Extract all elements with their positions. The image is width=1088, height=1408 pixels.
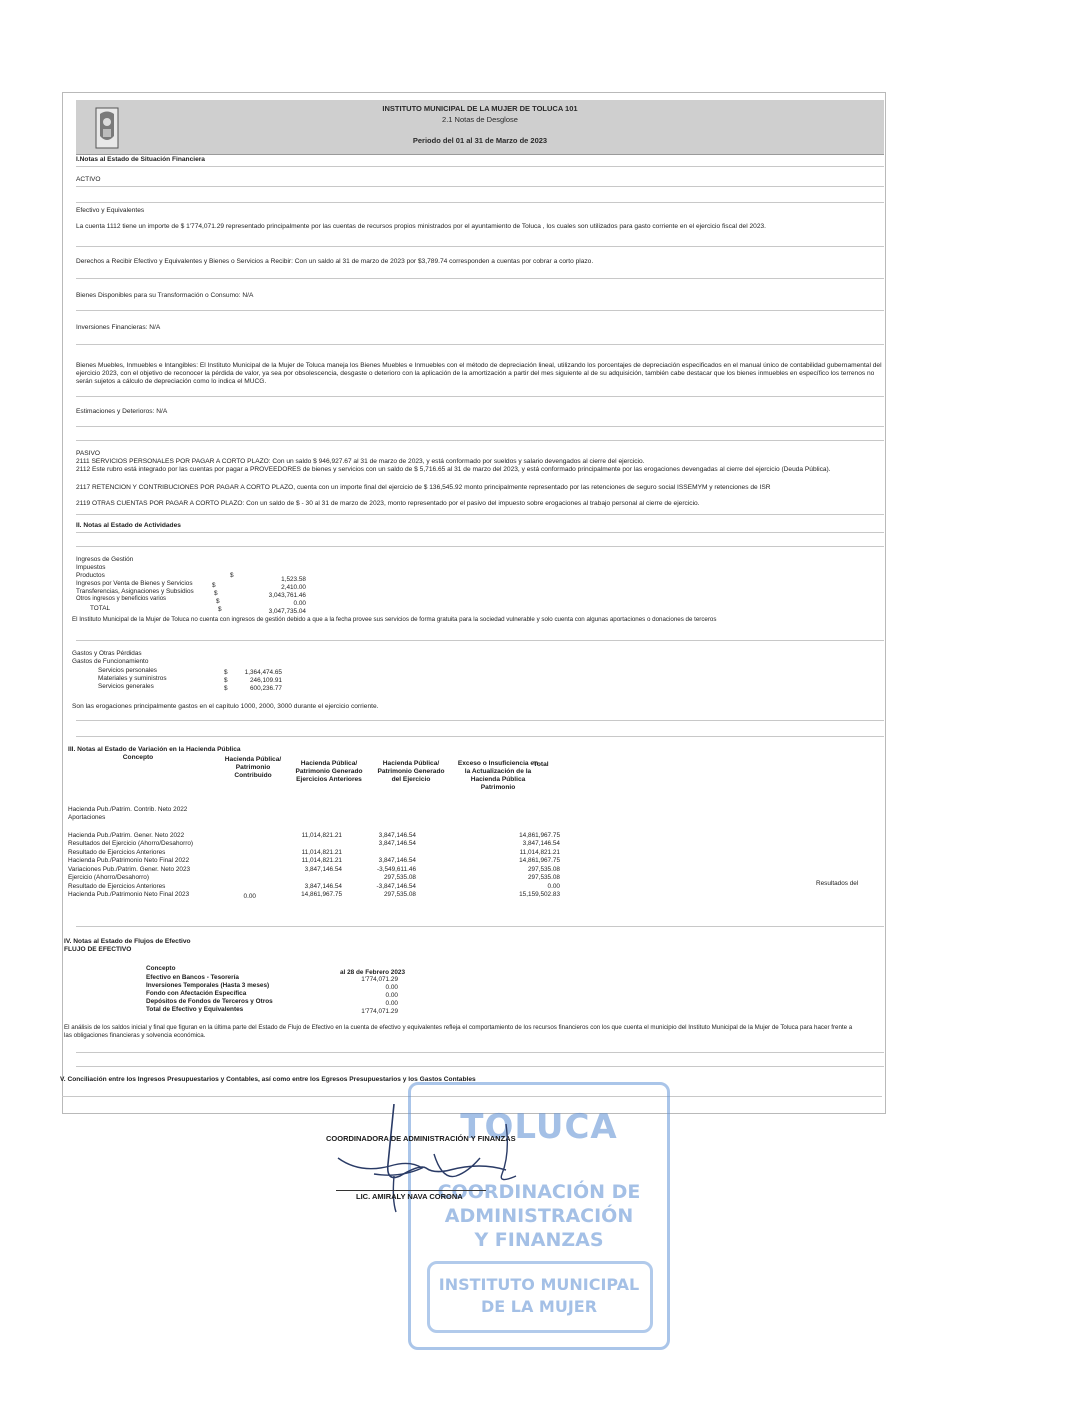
hp-col-total: Total — [533, 761, 549, 768]
currency-sign: $ — [216, 598, 220, 605]
hp-cell-total: 0.00 — [547, 883, 560, 890]
pasivo-2119: 2119 OTRAS CUENTAS POR PAGAR A CORTO PLAZO: Con un saldo de $ - 30 al 31 de marzo de 2023, monto representado por el pasivo del impuesto sobre erogaciones al trabajo personal al cierre de ejercicio. — [76, 500, 700, 507]
ingresos-heading: Ingresos de Gestión — [76, 556, 134, 563]
hp-cell-total: 15,159,502.83 — [519, 891, 560, 898]
hp-cell-anteriores: 3,847,146.54 — [304, 883, 342, 890]
signatory-name: LIC. AMIRALY NAVA CORONA — [356, 1192, 463, 1201]
section-4-title: IV. Notas al Estado de Flujos de Efectivo — [64, 938, 191, 945]
hp-cell-contribuido: 0.00 — [243, 893, 256, 900]
org-title: INSTITUTO MUNICIPAL DE LA MUJER DE TOLUCA 101 — [382, 104, 578, 113]
hp-row-label: Hacienda Pub./Patrimonio Neto Final 2022 — [68, 857, 190, 864]
stamp-line-2: ADMINISTRACIÓN — [444, 1205, 634, 1227]
hp-cell-anteriores: 14,861,967.75 — [301, 891, 342, 898]
gastos-materiales-value: 246,109.91 — [250, 677, 282, 684]
ingresos-otros-value: 0.00 — [293, 600, 306, 607]
bienes-note: Bienes Disponibles para su Transformación o Consumo: N/A — [76, 292, 254, 299]
currency-sign: $ — [224, 685, 228, 692]
hp-cell-anteriores: 3,847,146.54 — [304, 866, 342, 873]
hp-cell-ejercicio: 3,847,146.54 — [378, 832, 416, 839]
flujo-note: El análisis de los saldos inicial y final que figuran en la última parte del Estado de Flujo de Efectivo en la cuenta de efectivo y equivalentes refleja el comportamiento de los recursos financieros con los que cuenta el municipio del Instituto Municipal de la Mujer de Toluca para hacer frente a las obligaciones financieras y solvencia económica. — [64, 1024, 853, 1039]
currency-sign: $ — [212, 582, 216, 589]
hp-cell-ejercicio: 3,847,146.54 — [378, 840, 416, 847]
hp-side-note: Resultados del — [816, 880, 859, 887]
hp-cell-total: 297,535.08 — [528, 866, 560, 873]
hp-cell-total: 14,861,967.75 — [519, 857, 560, 864]
ingresos-total-label: TOTAL — [90, 605, 111, 612]
flujo-col-fecha: al 28 de Febrero 2023 — [340, 969, 406, 976]
flujo-row-value: 0.00 — [385, 992, 398, 999]
stamp-line-3: Y FINANZAS — [474, 1229, 604, 1251]
hp-col-concepto: Concepto — [122, 754, 154, 761]
ingresos-otros-label: Otros ingresos y beneficios varios — [76, 596, 167, 602]
pasivo-heading: PASIVO — [76, 450, 101, 457]
flujo-row-value: 1'774,071.29 — [361, 1008, 398, 1015]
currency-sign: $ — [224, 677, 228, 684]
gastos-subheading: Gastos de Funcionamiento — [72, 658, 149, 665]
flujo-row-label: Depósitos de Fondos de Terceros y Otros — [146, 998, 273, 1005]
ingresos-transferencias-label: Transferencias, Asignaciones y Subsidios — [76, 588, 194, 595]
gastos-materiales-label: Materiales y suministros — [98, 675, 167, 682]
hp-row-label: Resultado de Ejercicios Anteriores — [68, 849, 166, 856]
hp-cell-total: 14,861,967.75 — [519, 832, 560, 839]
gastos-generales-value: 600,236.77 — [250, 685, 282, 692]
flujo-row-label: Fondo con Afectación Específica — [146, 990, 247, 997]
currency-sign: $ — [214, 590, 218, 597]
hp-cell-anteriores: 11,014,821.21 — [301, 857, 342, 864]
flujo-row-label: Inversiones Temporales (Hasta 3 meses) — [146, 982, 270, 989]
gastos-note: Son las erogaciones principalmente gastos en el capítulo 1000, 2000, 3000 durante el ejercicio corriente. — [72, 703, 379, 710]
section-3-title: III. Notas al Estado de Variación en la Hacienda Pública — [68, 746, 241, 753]
hp-cell-ejercicio: 297,535.08 — [384, 874, 416, 881]
section-5-title: V. Conciliación entre los Ingresos Presupuestarios y Contables, así como entre los Egresos Presupuestarios y los Gastos Contables — [60, 1076, 476, 1083]
ingresos-venta-value: 2,410.00 — [281, 584, 306, 591]
stamp-line-5: DE LA MUJER — [480, 1297, 598, 1316]
gastos-generales-label: Servicios generales — [98, 683, 154, 690]
signatory-role: COORDINADORA DE ADMINISTRACIÓN Y FINANZAS — [326, 1134, 516, 1143]
doc-subtitle: 2.1 Notas de Desglose — [442, 115, 518, 124]
hp-col-anteriores: Hacienda Pública/ Patrimonio Generado Ejercicios Anteriores — [295, 760, 363, 783]
currency-sign: $ — [230, 572, 234, 579]
stamp-brand: TOLUCA — [460, 1107, 618, 1147]
hp-row-label: Resultados del Ejercicio (Ahorro/Desahorro) — [68, 840, 194, 847]
hp-col-contribuido: Hacienda Pública/ Patrimonio Contribuido — [224, 756, 282, 779]
flujo-row-value: 1'774,071.29 — [361, 976, 398, 983]
pasivo-2117: 2117 RETENCION Y CONTRIBUCIONES POR PAGAR A CORTO PLAZO, cuenta con un importe final del ejercicio de $ 136,545.92 monto principalmente representado por las retenciones de seguro social ISSEMYM y retenciones de ISR — [76, 484, 771, 491]
gastos-heading: Gastos y Otras Pérdidas — [72, 650, 142, 657]
hp-row-label: Hacienda Pub./Patrimonio Neto Final 2023 — [68, 891, 190, 898]
currency-sign: $ — [218, 606, 222, 613]
hp-cell-total: 3,847,146.54 — [522, 840, 560, 847]
hp-cell-anteriores: 11,014,821.21 — [301, 832, 342, 839]
flujo-row-value: 0.00 — [385, 984, 398, 991]
flujo-row-label: Total de Efectivo y Equivalentes — [146, 1006, 244, 1013]
hp-cell-ejercicio: 297,535.08 — [384, 891, 416, 898]
hp-cell-total: 297,535.08 — [528, 874, 560, 881]
hp-row-aportaciones: Aportaciones — [68, 814, 106, 821]
hp-cell-ejercicio: 3,847,146.54 — [378, 857, 416, 864]
efectivo-note: La cuenta 1112 tiene un importe de $ 1'774,071.29 representado principalmente por las cuentas de recursos propios ministrados por el ayuntamiento de Toluca , los cuales son utilizados para gasto corriente en el ejercicio fiscal del 2023. — [76, 223, 766, 230]
period-label: Periodo del 01 al 31 de Marzo de 2023 — [412, 136, 548, 145]
muebles-note: Bienes Muebles, Inmuebles e Intangibles: El Instituto Municipal de la Mujer de Toluca maneja los Bienes Muebles e Inmuebles con el método de depreciación lineal, utilizando los porcentajes de depreciación especificados en el manual único de contabilidad gubernamental del ejercicio 2023, con el objetivo de reconocer la pérdida de valor, ya sea por obsolescencia, desgaste o deterioro con la aplicación de la amortización a partir del mes siguiente al de su adquisición, también cabe destacar que los bienes inmuebles en específico los terrenos no serán sujetos a cálculo de depreciación como lo indica el MUCG. — [76, 362, 882, 385]
ingresos-productos-label: Productos — [76, 572, 105, 579]
ingresos-productos-value: 1,523.58 — [281, 576, 306, 583]
hp-cell-ejercicio: -3,549,611.46 — [377, 866, 416, 873]
flujo-col-concepto: Concepto — [146, 965, 176, 972]
flujo-subtitle: FLUJO DE EFECTIVO — [64, 946, 132, 953]
hp-cell-total: 11,014,821.21 — [519, 849, 560, 856]
hp-row-label: Resultado de Ejercicios Anteriores — [68, 883, 166, 890]
pasivo-2112: 2112 Este rubro está integrado por las cuentas por pagar a PROVEEDORES de bienes y servicios con un saldo de $ 5,716.65 al 31 de marzo del 2023, y está conformado principalmente por las erogaciones devengadas al cierre del ejercicio (Deuda Pública). — [76, 466, 831, 473]
flujo-row-label: Efectivo en Bancos - Tesorería — [146, 974, 239, 981]
stamp-line-4: INSTITUTO MUNICIPAL — [438, 1275, 640, 1294]
hp-cell-ejercicio: -3,847,146.54 — [376, 883, 416, 890]
gastos-personales-value: 1,364,474.65 — [244, 669, 282, 676]
hp-row-label: Variaciones Pub./Patrim. Gener. Neto 2023 — [68, 866, 191, 873]
gastos-personales-label: Servicios personales — [98, 667, 157, 674]
efectivo-heading: Efectivo y Equivalentes — [76, 207, 145, 214]
section-2-title: II. Notas al Estado de Actividades — [76, 522, 181, 529]
ingresos-note: El Instituto Municipal de la Mujer de Toluca no cuenta con ingresos de gestión debido a que a la fecha provee sus servicios de forma gratuita para la sociedad vulnerable y solo cuenta con algunas aportaciones o donaciones de terceros — [72, 616, 717, 623]
derechos-note: Derechos a Recibir Efectivo y Equivalentes y Bienes o Servicios a Recibir: Con un saldo al 31 de marzo de 2023 por $3,789.74 corresponden a cuentas por cobrar a corto plazo. — [76, 258, 594, 265]
estimaciones-note: Estimaciones y Deterioros: N/A — [76, 408, 168, 415]
stamp-line-1: COORDINACIÓN DE — [437, 1181, 641, 1203]
flujo-row-value: 0.00 — [385, 1000, 398, 1007]
hp-cell-anteriores: 11,014,821.21 — [301, 849, 342, 856]
ingresos-total-value: 3,047,735.04 — [268, 608, 306, 615]
activo-heading: ACTIVO — [76, 176, 101, 183]
hp-col-ejercicio: Hacienda Pública/ Patrimonio Generado del Ejercicio — [377, 760, 445, 783]
hp-row-label: Ejercicio (Ahorro/Desahorro) — [68, 874, 149, 881]
hp-row-contrib-2022: Hacienda Pub./Patrim. Contrib. Neto 2022 — [68, 806, 188, 813]
inversiones-note: Inversiones Financieras: N/A — [76, 324, 161, 331]
ingresos-transferencias-value: 3,043,761.46 — [268, 592, 306, 599]
hp-row-label: Hacienda Pub./Patrim. Gener. Neto 2022 — [68, 832, 185, 839]
document-header — [76, 100, 884, 155]
currency-sign: $ — [224, 669, 228, 676]
hp-col-exceso: Exceso o Insuficiencia en la Actualización de la Hacienda Pública Patrimonio — [457, 760, 539, 791]
ingresos-venta-label: Ingresos por Venta de Bienes y Servicios — [76, 580, 193, 587]
pasivo-2111: 2111 SERVICIOS PERSONALES POR PAGAR A CORTO PLAZO: Con un saldo $ 946,927.67 al 31 de marzo de 2023, y está conformado por sueldos y salario devengados al cierre del ejercicio. — [76, 458, 645, 465]
ingresos-impuestos-label: Impuestos — [76, 564, 106, 571]
section-1-title: I.Notas al Estado de Situación Financiera — [76, 156, 205, 163]
